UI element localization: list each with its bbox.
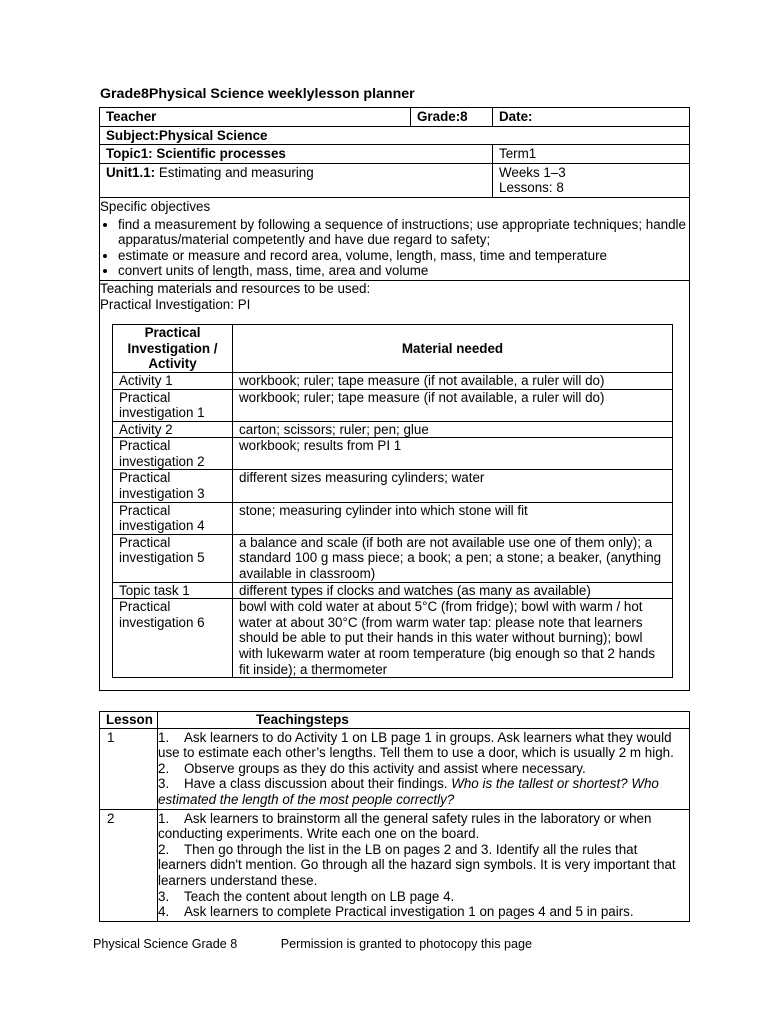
objectives-list bbox=[100, 217, 689, 279]
materials-cell bbox=[100, 280, 690, 690]
subject-value: Physical Science bbox=[158, 127, 268, 143]
table-row bbox=[113, 389, 673, 421]
table-row bbox=[113, 502, 673, 534]
step-number: 2. bbox=[158, 760, 170, 776]
step-text: Have a class discussion about their findings. bbox=[184, 776, 452, 792]
activity-cell: Practical investigation 2 bbox=[113, 438, 233, 470]
unit-label: Unit1.1: bbox=[106, 164, 156, 180]
activity-cell: Practical investigation 3 bbox=[113, 470, 233, 502]
lesson-step bbox=[158, 842, 689, 889]
unit-value: Estimating and measuring bbox=[155, 164, 314, 180]
step-question: Who is the tallest or shortest? Who estimated the length of the most people correctly? bbox=[158, 776, 659, 807]
weeks-cell bbox=[493, 163, 690, 197]
table-row bbox=[113, 438, 673, 470]
lesson-steps bbox=[158, 728, 690, 809]
lesson-step bbox=[158, 730, 689, 761]
material-cell: workbook; ruler; tape measure (if not available, a ruler will do) bbox=[233, 372, 673, 389]
lesson-step bbox=[158, 776, 689, 807]
lesson-row bbox=[100, 728, 690, 809]
material-cell: stone; measuring cylinder into which stone will fit bbox=[233, 502, 673, 534]
teacher-label: Teacher bbox=[100, 108, 411, 127]
table-row bbox=[113, 599, 673, 678]
activity-cell: Activity 1 bbox=[113, 372, 233, 389]
activity-cell: Practical investigation 6 bbox=[113, 599, 233, 678]
step-text: Ask learners to brainstorm all the general safety rules in the laboratory or when conducting experiments. Write each one on the board. bbox=[158, 810, 652, 842]
objective-item: • estimate or measure and record area, volume, length, mass, time and temperature bbox=[118, 248, 689, 264]
lesson-number: 1 bbox=[100, 728, 158, 809]
material-cell: workbook; ruler; tape measure (if not available, a ruler will do) bbox=[233, 389, 673, 421]
lesson-row bbox=[100, 809, 690, 921]
lessons-count: Lessons: 8 bbox=[499, 180, 564, 196]
step-text: Ask learners to do Activity 1 on LB page 1 in groups. Ask learners what they would use to estimate each other’s lengths. Tell them to use a door, which is usually 2 m high. bbox=[158, 729, 674, 761]
materials-subheading: Practical Investigation: PI bbox=[100, 296, 251, 312]
topic-label: Topic1: Scientific processes bbox=[100, 145, 493, 164]
materials-col-activity: Practical Investigation / Activity bbox=[113, 325, 233, 373]
material-cell: carton; scissors; ruler; pen; glue bbox=[233, 421, 673, 438]
table-row bbox=[113, 470, 673, 502]
page-footer bbox=[93, 937, 572, 953]
activity-cell: Practical investigation 4 bbox=[113, 502, 233, 534]
lesson-step bbox=[158, 889, 689, 905]
objectives-cell bbox=[100, 197, 690, 280]
planner-header-table bbox=[99, 107, 690, 691]
table-row bbox=[113, 421, 673, 438]
subject-label: Subject: bbox=[106, 127, 159, 143]
objectives-heading: Specific objectives bbox=[100, 198, 211, 214]
step-number: 3. bbox=[158, 888, 170, 904]
step-text: Teach the content about length on LB page 4. bbox=[184, 888, 455, 904]
activity-cell: Practical investigation 5 bbox=[113, 534, 233, 582]
page-title: Grade8Physical Science weeklylesson planner bbox=[100, 86, 415, 102]
step-text: Ask learners to complete Practical investigation 1 on pages 4 and 5 in pairs. bbox=[184, 904, 634, 920]
lesson-step bbox=[158, 761, 689, 777]
lesson-steps bbox=[158, 809, 690, 921]
material-cell: a balance and scale (if both are not available use one of them only); a standard 100 g mass piece; a book; a pen; a stone; a beaker, (anything available in classroom) bbox=[233, 534, 673, 582]
footer-left: Physical Science Grade 8 bbox=[93, 937, 238, 951]
material-cell: workbook; results from PI 1 bbox=[233, 438, 673, 470]
activity-cell: Topic task 1 bbox=[113, 582, 233, 599]
step-number: 2. bbox=[158, 841, 170, 857]
activity-cell: Practical investigation 1 bbox=[113, 389, 233, 421]
step-number: 3. bbox=[158, 776, 170, 792]
objective-item: • convert units of length, mass, time, area and volume bbox=[118, 263, 689, 279]
step-number: 1. bbox=[158, 810, 170, 826]
step-number: 1. bbox=[158, 729, 170, 745]
materials-heading: Teaching materials and resources to be used: bbox=[100, 280, 371, 296]
materials-table bbox=[112, 324, 673, 678]
lessons-col-lesson: Lesson bbox=[100, 712, 158, 729]
lessons-col-steps: Teachingsteps bbox=[158, 712, 690, 729]
weeks-value: Weeks 1–3 bbox=[499, 164, 566, 180]
lesson-number: 2 bbox=[100, 809, 158, 921]
material-cell: different types if clocks and watches (as many as available) bbox=[233, 582, 673, 599]
lesson-step bbox=[158, 904, 689, 920]
activity-cell: Activity 2 bbox=[113, 421, 233, 438]
date-label: Date: bbox=[493, 108, 690, 127]
lesson-step bbox=[158, 811, 689, 842]
material-cell: bowl with cold water at about 5°C (from fridge); bowl with warm / hot water at about 30°C (from warm water tap: please note that learners should be able to put their hands in this water without burning); bowl with lukewarm water at room temperature (big enough so that 2 hands fit inside); a thermometer bbox=[233, 599, 673, 678]
table-row bbox=[113, 372, 673, 389]
term-value: Term1 bbox=[493, 145, 690, 164]
unit-cell bbox=[100, 163, 493, 197]
step-number: 4. bbox=[158, 904, 170, 920]
step-text: Observe groups as they do this activity and assist where necessary. bbox=[184, 760, 586, 776]
footer-right: Permission is granted to photocopy this page bbox=[280, 937, 533, 951]
table-row bbox=[113, 534, 673, 582]
material-cell: different sizes measuring cylinders; water bbox=[233, 470, 673, 502]
table-row bbox=[113, 582, 673, 599]
subject-cell bbox=[100, 126, 690, 145]
grade-label: Grade:8 bbox=[411, 108, 493, 127]
lessons-table bbox=[99, 711, 690, 922]
objective-item: • find a measurement by following a sequence of instructions; use appropriate techniques; handle apparatus/material competently and have due regard to safety; bbox=[118, 217, 689, 248]
materials-col-material: Material needed bbox=[233, 325, 673, 373]
step-text: Then go through the list in the LB on pages 2 and 3. Identify all the rules that learners didn't mention. Go through all the hazard sign symbols. It is very important that learners understand these. bbox=[158, 841, 676, 888]
